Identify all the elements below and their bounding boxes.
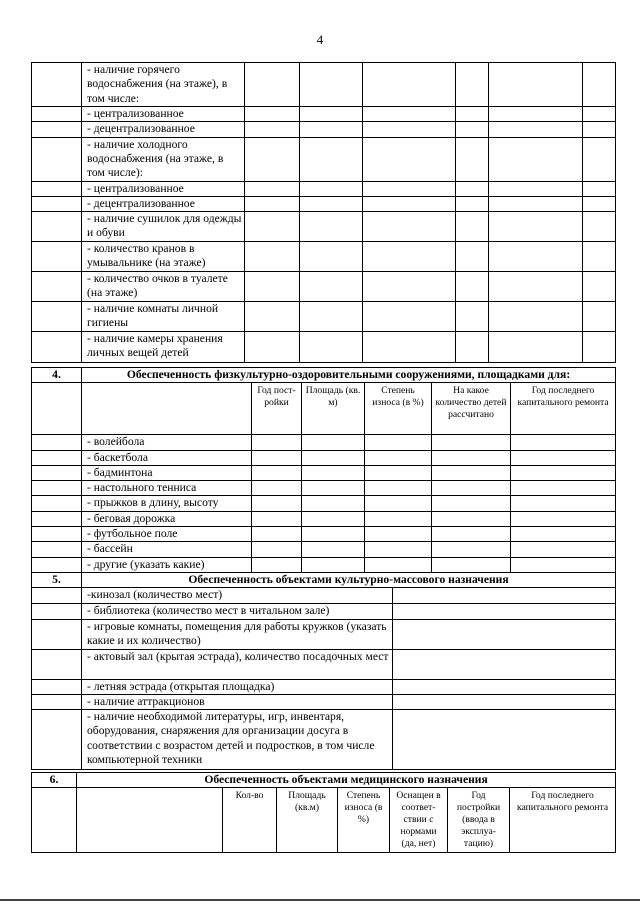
value-cell[interactable] bbox=[393, 694, 616, 709]
table-row bbox=[32, 450, 616, 465]
value-cell[interactable] bbox=[393, 679, 616, 694]
value-cell[interactable] bbox=[245, 63, 300, 107]
table-row bbox=[32, 496, 616, 511]
water-supply-table bbox=[31, 62, 616, 363]
value-cell[interactable] bbox=[365, 450, 432, 465]
page-number: 4 bbox=[316, 32, 324, 47]
value-cell[interactable] bbox=[245, 302, 300, 332]
value-cell[interactable] bbox=[252, 496, 302, 511]
row-label: - настольного тенниса bbox=[82, 481, 252, 496]
table-row bbox=[32, 181, 616, 196]
value-cell[interactable] bbox=[456, 107, 489, 122]
column-header: Год последнего капитального ремонта bbox=[511, 383, 616, 435]
table-row bbox=[32, 527, 616, 542]
number-cell bbox=[32, 679, 82, 694]
table-row bbox=[32, 272, 616, 302]
value-cell[interactable] bbox=[456, 302, 489, 332]
value-cell[interactable] bbox=[511, 511, 616, 526]
number-cell bbox=[32, 272, 82, 302]
table-row bbox=[32, 63, 616, 107]
table-row bbox=[32, 619, 616, 649]
number-cell bbox=[32, 511, 82, 526]
row-label: - игровые комнаты, помещения для работы кружков (указать какие и их количество) bbox=[82, 619, 393, 649]
value-cell[interactable] bbox=[300, 332, 363, 363]
column-header: Степень износа (в %) bbox=[338, 788, 390, 853]
value-cell[interactable] bbox=[511, 481, 616, 496]
value-cell[interactable] bbox=[300, 181, 363, 196]
value-cell[interactable] bbox=[583, 63, 616, 107]
value-cell[interactable] bbox=[252, 435, 302, 450]
label-header-cell bbox=[77, 788, 223, 853]
value-cell[interactable] bbox=[456, 242, 489, 272]
value-cell[interactable] bbox=[252, 465, 302, 480]
value-cell[interactable] bbox=[365, 527, 432, 542]
value-cell[interactable] bbox=[583, 242, 616, 272]
number-cell bbox=[32, 181, 82, 196]
value-cell[interactable] bbox=[363, 242, 456, 272]
number-cell bbox=[32, 196, 82, 211]
value-cell[interactable] bbox=[432, 465, 511, 480]
row-label: - наличие камеры хранения личных вещей детей bbox=[82, 332, 245, 363]
number-cell bbox=[32, 450, 82, 465]
value-cell[interactable] bbox=[456, 181, 489, 196]
value-cell[interactable] bbox=[489, 302, 583, 332]
value-cell[interactable] bbox=[365, 557, 432, 572]
table-row bbox=[32, 511, 616, 526]
value-cell[interactable] bbox=[432, 527, 511, 542]
value-cell[interactable] bbox=[302, 465, 365, 480]
value-cell[interactable] bbox=[245, 181, 300, 196]
section-title: Обеспеченность физкультурно-оздоровительными сооружениями, площадками для: bbox=[82, 368, 616, 383]
value-cell[interactable] bbox=[363, 107, 456, 122]
value-cell[interactable] bbox=[365, 496, 432, 511]
value-cell[interactable] bbox=[456, 332, 489, 363]
value-cell[interactable] bbox=[252, 481, 302, 496]
number-cell bbox=[32, 332, 82, 363]
value-cell[interactable] bbox=[245, 107, 300, 122]
value-cell[interactable] bbox=[489, 137, 583, 181]
row-label: - беговая дорожка bbox=[82, 511, 252, 526]
row-label: - количество кранов в умывальнике (на этаже) bbox=[82, 242, 245, 272]
value-cell[interactable] bbox=[363, 332, 456, 363]
value-cell[interactable] bbox=[365, 465, 432, 480]
value-cell[interactable] bbox=[393, 710, 616, 770]
value-cell[interactable] bbox=[583, 196, 616, 211]
value-cell[interactable] bbox=[432, 542, 511, 557]
table-row bbox=[32, 481, 616, 496]
value-cell[interactable] bbox=[300, 196, 363, 211]
value-cell[interactable] bbox=[432, 450, 511, 465]
number-cell bbox=[32, 212, 82, 242]
value-cell[interactable] bbox=[245, 242, 300, 272]
value-cell[interactable] bbox=[489, 196, 583, 211]
value-cell[interactable] bbox=[363, 181, 456, 196]
number-cell bbox=[32, 435, 82, 450]
value-cell[interactable] bbox=[300, 63, 363, 107]
section-4-table bbox=[31, 367, 616, 573]
section-title: Обеспеченность объектами культурно-массового назначения bbox=[82, 573, 616, 588]
value-cell[interactable] bbox=[432, 557, 511, 572]
value-cell[interactable] bbox=[511, 465, 616, 480]
row-label: - наличие горячего водоснабжения (на этаже), в том числе: bbox=[82, 63, 245, 107]
value-cell[interactable] bbox=[511, 542, 616, 557]
number-cell bbox=[32, 527, 82, 542]
table-row bbox=[32, 649, 616, 679]
value-cell[interactable] bbox=[363, 122, 456, 137]
number-cell bbox=[32, 557, 82, 572]
table-row bbox=[32, 196, 616, 211]
number-cell bbox=[32, 242, 82, 272]
number-cell bbox=[32, 302, 82, 332]
value-cell[interactable] bbox=[245, 332, 300, 363]
value-cell[interactable] bbox=[245, 137, 300, 181]
column-header: Год пост-ройки bbox=[252, 383, 302, 435]
value-cell[interactable] bbox=[302, 496, 365, 511]
row-label: - наличие холодного водоснабжения (на этаже, в том числе): bbox=[82, 137, 245, 181]
section-title: Обеспеченность объектами медицинского назначения bbox=[77, 773, 616, 788]
number-cell bbox=[32, 465, 82, 480]
value-cell[interactable] bbox=[489, 63, 583, 107]
table-row bbox=[32, 107, 616, 122]
number-cell bbox=[32, 383, 82, 435]
table-row bbox=[32, 679, 616, 694]
value-cell[interactable] bbox=[432, 481, 511, 496]
value-cell[interactable] bbox=[302, 435, 365, 450]
table-row bbox=[32, 242, 616, 272]
value-cell[interactable] bbox=[393, 649, 616, 679]
value-cell[interactable] bbox=[365, 481, 432, 496]
number-cell bbox=[32, 649, 82, 679]
value-cell[interactable] bbox=[583, 122, 616, 137]
table-row bbox=[32, 435, 616, 450]
value-cell[interactable] bbox=[489, 272, 583, 302]
row-label: -кинозал (количество мест) bbox=[82, 588, 393, 603]
row-label: - актовый зал (крытая эстрада), количество посадочных мест bbox=[82, 649, 393, 679]
column-header-row bbox=[32, 383, 616, 435]
value-cell[interactable] bbox=[363, 212, 456, 242]
value-cell[interactable] bbox=[583, 332, 616, 363]
value-cell[interactable] bbox=[302, 542, 365, 557]
table-row bbox=[32, 710, 616, 770]
value-cell[interactable] bbox=[432, 435, 511, 450]
number-cell bbox=[32, 603, 82, 619]
number-cell bbox=[32, 137, 82, 181]
value-cell[interactable] bbox=[432, 496, 511, 511]
row-label: - баскетбола bbox=[82, 450, 252, 465]
number-cell bbox=[32, 481, 82, 496]
value-cell[interactable] bbox=[363, 272, 456, 302]
column-header: Год постройки (ввода в эксплуа-тацию) bbox=[448, 788, 510, 853]
value-cell[interactable] bbox=[300, 212, 363, 242]
value-cell[interactable] bbox=[489, 242, 583, 272]
table-row bbox=[32, 588, 616, 603]
value-cell[interactable] bbox=[252, 511, 302, 526]
label-header-cell bbox=[82, 383, 252, 435]
value-cell[interactable] bbox=[252, 557, 302, 572]
section-6-table bbox=[31, 772, 616, 853]
value-cell[interactable] bbox=[245, 212, 300, 242]
row-label: - библиотека (количество мест в читальном зале) bbox=[82, 603, 393, 619]
number-cell bbox=[32, 694, 82, 709]
column-header: Год последнего капитального ремонта bbox=[510, 788, 616, 853]
table-row bbox=[32, 212, 616, 242]
section-number: 5. bbox=[32, 573, 82, 588]
value-cell[interactable] bbox=[393, 603, 616, 619]
row-label: - наличие аттракционов bbox=[82, 694, 393, 709]
value-cell[interactable] bbox=[363, 196, 456, 211]
value-cell[interactable] bbox=[489, 212, 583, 242]
value-cell[interactable] bbox=[456, 212, 489, 242]
value-cell[interactable] bbox=[365, 511, 432, 526]
number-cell bbox=[32, 542, 82, 557]
number-cell bbox=[32, 496, 82, 511]
column-header: Степень износа (в %) bbox=[365, 383, 432, 435]
table-row bbox=[32, 465, 616, 480]
column-header: Кол-во bbox=[223, 788, 277, 853]
row-label: - прыжков в длину, высоту bbox=[82, 496, 252, 511]
number-cell bbox=[32, 63, 82, 107]
value-cell[interactable] bbox=[456, 122, 489, 137]
number-cell bbox=[32, 122, 82, 137]
value-cell[interactable] bbox=[583, 137, 616, 181]
table-row bbox=[32, 603, 616, 619]
row-label: - летняя эстрада (открытая площадка) bbox=[82, 679, 393, 694]
row-label: - бассейн bbox=[82, 542, 252, 557]
value-cell[interactable] bbox=[511, 496, 616, 511]
value-cell[interactable] bbox=[511, 450, 616, 465]
value-cell[interactable] bbox=[302, 557, 365, 572]
value-cell[interactable] bbox=[302, 511, 365, 526]
value-cell[interactable] bbox=[583, 212, 616, 242]
value-cell[interactable] bbox=[300, 107, 363, 122]
value-cell[interactable] bbox=[583, 272, 616, 302]
value-cell[interactable] bbox=[365, 435, 432, 450]
table-row bbox=[32, 542, 616, 557]
number-cell bbox=[32, 107, 82, 122]
number-cell bbox=[32, 788, 77, 853]
value-cell[interactable] bbox=[302, 481, 365, 496]
row-label: - наличие сушилок для одежды и обуви bbox=[82, 212, 245, 242]
value-cell[interactable] bbox=[300, 137, 363, 181]
column-header: На какое количество детей рассчитано bbox=[432, 383, 511, 435]
value-cell[interactable] bbox=[365, 542, 432, 557]
value-cell[interactable] bbox=[363, 302, 456, 332]
row-label: - волейбола bbox=[82, 435, 252, 450]
value-cell[interactable] bbox=[252, 527, 302, 542]
value-cell[interactable] bbox=[300, 242, 363, 272]
value-cell[interactable] bbox=[511, 557, 616, 572]
value-cell[interactable] bbox=[489, 181, 583, 196]
table-row bbox=[32, 694, 616, 709]
row-label: - другие (указать какие) bbox=[82, 557, 252, 572]
value-cell[interactable] bbox=[300, 302, 363, 332]
value-cell[interactable] bbox=[511, 435, 616, 450]
section-header-row bbox=[32, 773, 616, 788]
value-cell[interactable] bbox=[456, 63, 489, 107]
value-cell[interactable] bbox=[511, 527, 616, 542]
table-row bbox=[32, 302, 616, 332]
section-number: 6. bbox=[32, 773, 77, 788]
value-cell[interactable] bbox=[583, 302, 616, 332]
table-row bbox=[32, 557, 616, 572]
column-header: Оснащен в соответ-ствии с нормами (да, нет) bbox=[390, 788, 448, 853]
value-cell[interactable] bbox=[252, 450, 302, 465]
row-label: - футбольное поле bbox=[82, 527, 252, 542]
value-cell[interactable] bbox=[432, 511, 511, 526]
row-label: - централизованное bbox=[82, 107, 245, 122]
value-cell[interactable] bbox=[252, 542, 302, 557]
table-row bbox=[32, 332, 616, 363]
number-cell bbox=[32, 588, 82, 603]
row-label: - наличие комнаты личной гигиены bbox=[82, 302, 245, 332]
value-cell[interactable] bbox=[393, 619, 616, 649]
scan-bottom-edge bbox=[0, 899, 640, 901]
value-cell[interactable] bbox=[489, 332, 583, 363]
table-row bbox=[32, 137, 616, 181]
value-cell[interactable] bbox=[456, 137, 489, 181]
value-cell[interactable] bbox=[300, 272, 363, 302]
value-cell[interactable] bbox=[489, 122, 583, 137]
section-header-row bbox=[32, 368, 616, 383]
value-cell[interactable] bbox=[456, 196, 489, 211]
value-cell[interactable] bbox=[583, 107, 616, 122]
section-number: 4. bbox=[32, 368, 82, 383]
value-cell[interactable] bbox=[302, 527, 365, 542]
section-header-row bbox=[32, 573, 616, 588]
row-label: - децентрализованное bbox=[82, 122, 245, 137]
row-label: - централизованное bbox=[82, 181, 245, 196]
value-cell[interactable] bbox=[583, 181, 616, 196]
row-label: - наличие необходимой литературы, игр, инвентаря, оборудования, снаряжения для организации досуга в соответствии с возрастом детей и подростков, в том числе компьютерной техники bbox=[82, 710, 393, 770]
column-header: Площадь (кв.м) bbox=[277, 788, 338, 853]
value-cell[interactable] bbox=[489, 107, 583, 122]
value-cell[interactable] bbox=[456, 272, 489, 302]
value-cell[interactable] bbox=[245, 122, 300, 137]
column-header-row bbox=[32, 788, 616, 853]
number-cell bbox=[32, 619, 82, 649]
value-cell[interactable] bbox=[302, 450, 365, 465]
value-cell[interactable] bbox=[245, 272, 300, 302]
value-cell[interactable] bbox=[245, 196, 300, 211]
value-cell[interactable] bbox=[393, 588, 616, 603]
row-label: - количество очков в туалете (на этаже) bbox=[82, 272, 245, 302]
column-header: Площадь (кв. м) bbox=[302, 383, 365, 435]
value-cell[interactable] bbox=[363, 63, 456, 107]
value-cell[interactable] bbox=[300, 122, 363, 137]
row-label: - бадминтона bbox=[82, 465, 252, 480]
table-row bbox=[32, 122, 616, 137]
value-cell[interactable] bbox=[363, 137, 456, 181]
number-cell bbox=[32, 710, 82, 770]
row-label: - децентрализованное bbox=[82, 196, 245, 211]
section-5-table bbox=[31, 572, 616, 770]
